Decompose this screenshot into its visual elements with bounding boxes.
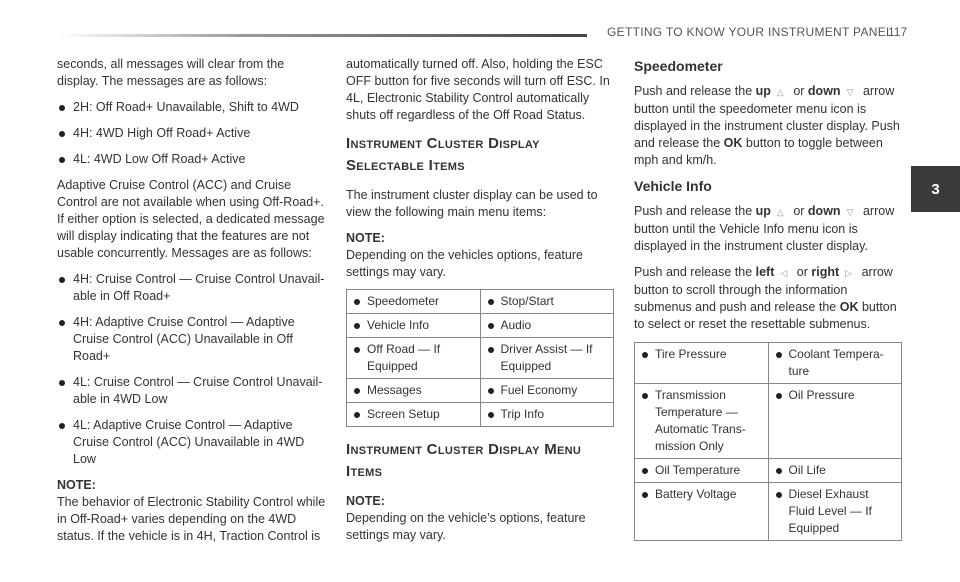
text-run: arrow button until the Vehicle Info menu icon is displayed in the instrument cluster display. <box>634 204 895 253</box>
list-item: 2H: Off Road+ Unavailable, Shift to 4WD <box>57 99 327 116</box>
text-run: button to toggle between mph and km/h. <box>634 136 883 167</box>
table-cell: Oil Pressure <box>775 387 896 404</box>
note-label: NOTE: <box>57 478 96 492</box>
down-arrow-icon: ▽ <box>846 207 854 217</box>
esc-paragraph: automatically turned off. Also, holding the ESC OFF button for five seconds will turn off ESC. In 4L, Electronic Stability Control automatically shuts off regardless of the Off Road Status. <box>346 57 610 122</box>
section-heading-menu-items: Instrument Cluster Display Menu Items <box>346 441 582 480</box>
chapter-tab: 3 <box>911 166 960 212</box>
right-arrow-icon: ▷ <box>845 268 853 278</box>
table-cell: Transmission Temperature — Automatic Trans-mission Only <box>641 387 762 455</box>
up-arrow-icon: △ <box>776 87 784 97</box>
table-row <box>635 343 902 384</box>
table-row <box>347 338 614 379</box>
note-text: The behavior of Electronic Stability Control while in Off-Road+ varies depending on the 4WD status. If the vehicle is in 4H, Traction Control is <box>57 495 326 543</box>
column-2 <box>346 56 616 552</box>
table-cell: Oil Temperature <box>641 462 762 479</box>
table-cell: Audio <box>487 317 608 334</box>
up-arrow-icon: △ <box>776 207 784 217</box>
table-cell: Fuel Economy <box>487 382 608 399</box>
main-menu-items-table <box>346 289 614 427</box>
acc-paragraph: Adaptive Cruise Control (ACC) and Cruise Control are not available when using Off-Road+. If either option is selected, a dedicated message will display indicating that the features are not usable concurrently. Messages are as follows: <box>57 178 325 260</box>
vehicle-info-items-table <box>634 342 902 541</box>
offroad-message-list <box>57 99 327 168</box>
table-cell: Stop/Start <box>487 293 608 310</box>
ok-keyword: OK <box>723 136 743 150</box>
note <box>346 493 616 544</box>
text-run: Push and release the <box>634 265 753 279</box>
table-cell: Coolant Tempera-ture <box>775 346 896 380</box>
vehicle-info-heading: Vehicle Info <box>634 178 712 194</box>
right-keyword: right <box>811 265 840 279</box>
table-row <box>635 384 902 459</box>
ok-keyword: OK <box>839 300 859 314</box>
column-1 <box>57 56 327 553</box>
table-row <box>635 459 902 483</box>
running-header: GETTING TO KNOW YOUR INSTRUMENT PANEL <box>607 25 894 39</box>
note-text: Depending on the vehicle’s options, feature settings may vary. <box>346 511 586 542</box>
table-cell: Tire Pressure <box>641 346 762 363</box>
text-run: or <box>796 265 808 279</box>
list-item: 4H: Adaptive Cruise Control — Adaptive Cruise Control (ACC) Unavailable in Off Road+ <box>57 314 327 365</box>
text-run: button to select or reset the resettable submenus. <box>634 300 897 331</box>
note-label: NOTE: <box>346 231 385 245</box>
note <box>346 230 616 281</box>
left-arrow-icon: ◁ <box>780 268 788 278</box>
vehicle-info-paragraph-2 <box>634 264 904 333</box>
list-item: 4H: 4WD High Off Road+ Active <box>57 125 327 142</box>
table-cell: Battery Voltage <box>641 486 762 503</box>
speedometer-paragraph <box>634 83 904 169</box>
table-cell: Trip Info <box>487 406 608 423</box>
table-cell: Vehicle Info <box>353 317 474 334</box>
table-cell: Screen Setup <box>353 406 474 423</box>
table-row <box>347 379 614 403</box>
table-cell: Oil Life <box>775 462 896 479</box>
speedometer-heading: Speedometer <box>634 58 723 74</box>
text-run: Push and release the <box>634 84 753 98</box>
text-run: arrow button to scroll through the information submenus and push and release the <box>634 265 893 314</box>
down-arrow-icon: ▽ <box>846 87 854 97</box>
text-run: or <box>793 204 805 218</box>
cruise-message-list <box>57 271 327 468</box>
table-row <box>635 483 902 541</box>
text-run: arrow button until the speedometer menu icon is displayed in the instrument cluster display. Push and release the <box>634 84 900 150</box>
table-row <box>347 290 614 314</box>
up-keyword: up <box>755 84 771 98</box>
list-item: 4L: 4WD Low Off Road+ Active <box>57 151 327 168</box>
table-row <box>347 403 614 427</box>
note-text: Depending on the vehicles options, feature settings may vary. <box>346 248 583 279</box>
up-keyword: up <box>755 204 771 218</box>
list-item: 4L: Adaptive Cruise Control — Adaptive Cruise Control (ACC) Unavailable in 4WD Low <box>57 417 327 468</box>
vehicle-info-paragraph-1 <box>634 203 904 255</box>
table-cell: Off Road — If Equipped <box>353 341 474 375</box>
section-heading-selectable-items: Instrument Cluster Display Selectable Items <box>346 135 540 174</box>
text-run: Push and release the <box>634 204 753 218</box>
table-cell: Driver Assist — If Equipped <box>487 341 608 375</box>
table-row <box>347 314 614 338</box>
note <box>57 477 327 545</box>
left-keyword: left <box>755 265 775 279</box>
header-rule <box>57 34 587 37</box>
column-3 <box>634 56 904 553</box>
table-cell: Speedometer <box>353 293 474 310</box>
down-keyword: down <box>807 84 841 98</box>
table-cell: Messages <box>353 382 474 399</box>
table-cell: Diesel Exhaust Fluid Level — If Equipped <box>775 486 896 537</box>
down-keyword: down <box>807 204 841 218</box>
list-item: 4L: Cruise Control — Cruise Control Unavail-able in 4WD Low <box>57 374 327 408</box>
text-run: or <box>793 84 805 98</box>
page-number: 117 <box>888 25 908 39</box>
intro-paragraph: seconds, all messages will clear from the display. The messages are as follows: <box>57 57 285 88</box>
menu-intro-paragraph: The instrument cluster display can be used to view the following main menu items: <box>346 188 598 219</box>
list-item: 4H: Cruise Control — Cruise Control Unavail-able in Off Road+ <box>57 271 327 305</box>
note-label: NOTE: <box>346 494 385 508</box>
